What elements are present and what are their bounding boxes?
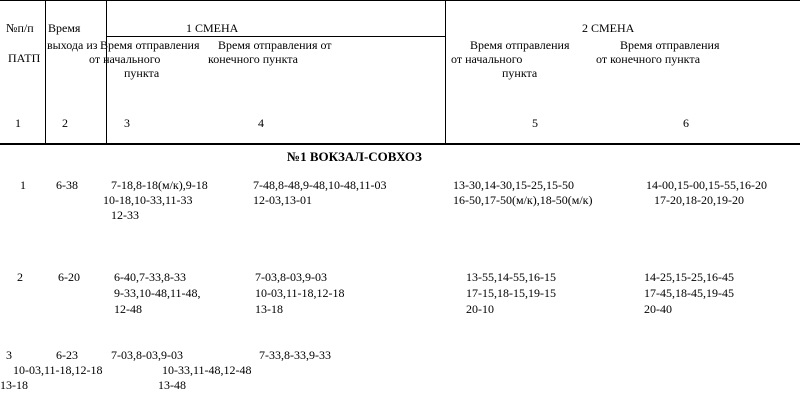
- row-depart-time: 6-38: [56, 178, 78, 192]
- s2-end-times: 14-00,15-00,15-55,16-20: [646, 178, 767, 192]
- row-depart-time: 6-20: [58, 270, 80, 284]
- s2-start-times: 13-55,14-55,16-15: [466, 270, 556, 284]
- column-number: 6: [683, 116, 689, 130]
- shift1-title: 1 СМЕНА: [186, 21, 239, 35]
- header-bottom-border: [0, 143, 800, 145]
- s2-start-times: 20-10: [466, 302, 494, 316]
- s1-start-times: 7-18,8-18(м/к),9-18: [111, 178, 208, 192]
- s1-end-times: 10-03,11-18,12-18: [255, 286, 345, 300]
- s1-start-times: 10-03,11-18,12-18: [13, 363, 103, 377]
- column-number: 3: [124, 116, 130, 130]
- s1-end-times: 7-48,8-48,9-48,10-48,11-03: [253, 178, 387, 192]
- col-divider-2: [106, 0, 107, 144]
- s1-end-times: 13-48: [158, 378, 186, 392]
- s1-start-times: 12-48: [114, 302, 142, 316]
- s2-end-times: 14-25,15-25,16-45: [644, 270, 734, 284]
- col-time-header-line1: Время: [48, 21, 81, 35]
- s1-start-times: 7-03,8-03,9-03: [111, 348, 183, 362]
- s1-start-times: 10-18,10-33,11-33: [103, 193, 193, 207]
- route-title: №1 ВОКЗАЛ-СОВХОЗ: [287, 149, 422, 164]
- s1-start-times: 12-33: [111, 208, 139, 222]
- s1-start-times: 9-33,10-48,11-48,: [114, 286, 201, 300]
- s1-end-times: 7-33,8-33,9-33: [259, 348, 331, 362]
- s1-end-times: 10-33,11-48,12-48: [162, 363, 252, 377]
- col-num-header-line1: №п/п: [6, 21, 34, 35]
- s2-start-header-line2: от начального: [451, 52, 523, 66]
- column-number: 5: [532, 116, 538, 130]
- s1-start-times: 6-40,7-33,8-33: [114, 270, 186, 284]
- s1-end-times: 7-03,8-03,9-03: [255, 270, 327, 284]
- s1-start-header-line3: пункта: [124, 66, 160, 80]
- shift1-divider-line: [107, 36, 445, 37]
- s1-end-times: 12-03,13-01: [253, 193, 312, 207]
- s1-start-header-line2: от начального: [89, 52, 161, 66]
- col-divider-1: [45, 0, 46, 144]
- column-number: 4: [258, 116, 264, 130]
- s2-start-times: 13-30,14-30,15-25,15-50: [453, 178, 574, 192]
- col-divider-shift: [445, 0, 446, 144]
- s1-end-header-line1: Время отправления от: [218, 38, 332, 52]
- s2-end-header-line1: Время отправления: [620, 38, 720, 52]
- s2-start-header-line3: пункта: [502, 66, 538, 80]
- s2-end-header-line2: от конечного пункта: [596, 52, 701, 66]
- row-number: 2: [17, 270, 23, 284]
- s1-end-times: 13-18: [255, 302, 283, 316]
- s1-start-header-line1: Время отправления: [100, 38, 200, 52]
- row-depart-time: 6-23: [56, 348, 78, 362]
- shift2-title: 2 СМЕНА: [582, 21, 635, 35]
- col-time-header-line2: выхода из: [47, 38, 98, 52]
- s2-start-times: 16-50,17-50(м/к),18-50(м/к): [453, 193, 593, 207]
- s2-end-times: 17-20,18-20,19-20: [654, 193, 744, 207]
- s1-end-header-line2: конечного пункта: [208, 52, 298, 66]
- s2-start-times: 17-15,18-15,19-15: [466, 286, 556, 300]
- column-number: 1: [15, 116, 21, 130]
- row-number: 1: [20, 178, 26, 192]
- s1-start-times: 13-18: [0, 378, 28, 392]
- s2-start-header-line1: Время отправления: [470, 38, 570, 52]
- row-number: 3: [6, 348, 12, 362]
- column-number: 2: [62, 116, 68, 130]
- col-num-header-line2: ПАТП: [8, 51, 41, 65]
- s2-end-times: 17-45,18-45,19-45: [644, 286, 734, 300]
- s2-end-times: 20-40: [644, 302, 672, 316]
- header-top-border: [0, 0, 800, 1]
